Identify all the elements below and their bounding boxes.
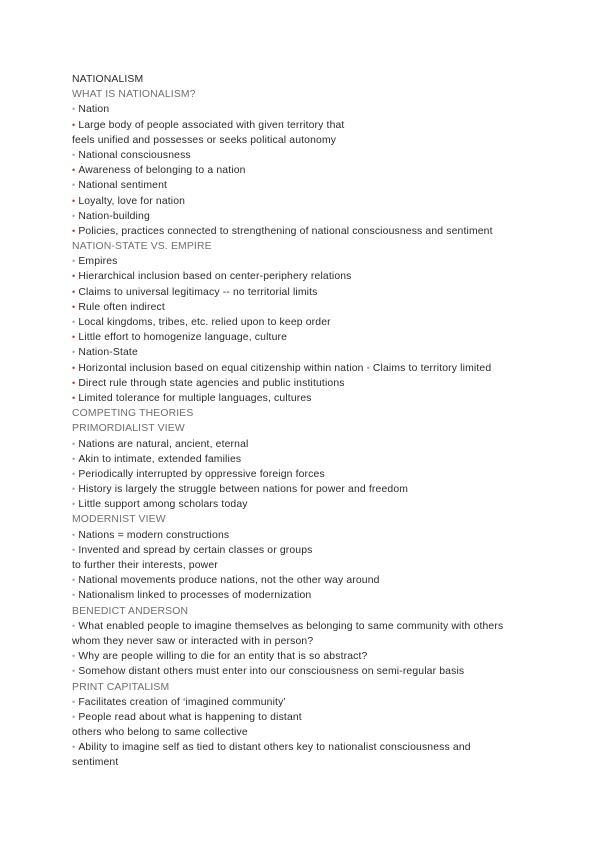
bullet-icon: • <box>72 165 76 176</box>
bullet-item <box>72 194 542 209</box>
bullet-icon: • <box>72 711 76 722</box>
bullet-icon: • <box>72 332 76 343</box>
bullet-icon: • <box>72 499 76 510</box>
section-heading: WHAT IS NATIONALISM? <box>72 89 196 101</box>
bullet-icon: • <box>72 468 76 479</box>
bullet-text: Empires <box>78 256 118 268</box>
bullet-text: History is largely the struggle between nations for power and freedom <box>78 484 409 496</box>
bullet-text: Nations are natural, ancient, eternal <box>78 438 249 450</box>
bullet-item <box>72 740 542 755</box>
bullet-icon: • <box>72 377 76 388</box>
bullet-icon: • <box>72 256 76 267</box>
bullet-icon: • <box>72 301 76 312</box>
bullet-icon: • <box>72 651 76 662</box>
bullet-text: Local kingdoms, tribes, etc. relied upon to keep order <box>78 317 331 328</box>
section-heading: BENEDICT ANDERSON <box>72 605 189 617</box>
bullet-icon: • <box>72 438 76 449</box>
section-heading: MODERNIST VIEW <box>72 514 166 526</box>
bullet-item <box>72 209 542 224</box>
bullet-text: Akin to intimate, extended families <box>78 453 242 465</box>
bullet-item <box>72 345 542 360</box>
bullet-icon: • <box>366 362 370 373</box>
bullet-item <box>72 573 542 588</box>
bullet-text: Large body of people associated with given territory that <box>78 119 345 131</box>
bullet-text: Loyalty, love for nation <box>78 195 186 207</box>
bullet-text: Why are people willing to die for an entity that is so abstract? <box>78 651 368 663</box>
bullet-item <box>72 528 542 543</box>
continuation-line: whom they never saw or interacted with in person? <box>72 635 314 647</box>
bullet-text: National movements produce nations, not the other way around <box>78 575 380 587</box>
continuation-line: sentiment <box>72 757 119 769</box>
bullet-text: Somehow distant others must enter into our consciousness on semi-regular basis <box>78 666 465 678</box>
bullet-text: National consciousness <box>78 149 191 161</box>
notes-body <box>72 87 542 770</box>
bullet-text: Ability to imagine self as tied to distant others key to nationalist consciousness and <box>78 742 471 754</box>
bullet-icon: • <box>72 362 76 373</box>
bullet-text: Little support among scholars today <box>78 499 248 511</box>
bullet-item <box>72 695 542 710</box>
bullet-text: Little effort to homogenize language, culture <box>78 332 288 344</box>
bullet-icon: • <box>72 575 76 586</box>
bullet-text: People read about what is happening to distant <box>78 711 302 723</box>
bullet-icon: • <box>72 696 76 707</box>
bullet-item <box>72 224 542 239</box>
bullet-text: Direct rule through state agencies and public institutions <box>78 377 345 389</box>
bullet-icon: • <box>72 317 76 327</box>
bullet-item <box>72 543 542 558</box>
bullet-icon: • <box>72 195 76 206</box>
bullet-icon: • <box>72 119 76 130</box>
bullet-text: Horizontal inclusion based on equal citizenship within nation <box>78 362 364 374</box>
bullet-item <box>72 269 542 284</box>
bullet-item <box>72 391 542 406</box>
bullet-icon: • <box>72 104 76 115</box>
bullet-text: Claims to territory limited <box>372 362 492 374</box>
section-heading: COMPETING THEORIES <box>72 408 194 420</box>
bullet-item <box>72 254 542 269</box>
bullet-text: Awareness of belonging to a nation <box>78 165 246 177</box>
bullet-item <box>72 467 542 482</box>
bullet-icon: • <box>72 666 76 677</box>
bullet-item <box>72 588 542 603</box>
bullet-text: Facilitates creation of ‘imagined community’ <box>78 696 286 708</box>
bullet-icon: • <box>72 392 76 403</box>
bullet-icon: • <box>72 590 76 601</box>
bullet-icon: • <box>72 180 76 191</box>
bullet-item <box>72 361 542 376</box>
bullet-text: What enabled people to imagine themselves as belonging to same community with others <box>78 620 504 632</box>
bullet-icon: • <box>72 453 76 464</box>
bullet-item <box>72 376 542 391</box>
bullet-item <box>72 315 542 330</box>
bullet-icon: • <box>72 742 76 753</box>
document-title: NATIONALISM <box>72 74 144 85</box>
bullet-icon: • <box>72 271 76 282</box>
bullet-text: Policies, practices connected to strengthening of national consciousness and sentiment <box>78 225 493 237</box>
section-heading: PRINT CAPITALISM <box>72 681 170 693</box>
continuation-line: to further their interests, power <box>72 560 218 571</box>
bullet-icon: • <box>72 286 76 297</box>
document-page <box>72 72 542 771</box>
bullet-icon: • <box>72 225 76 236</box>
continuation-line: feels unified and possesses or seeks political autonomy <box>72 134 337 146</box>
bullet-item <box>72 163 542 178</box>
bullet-item <box>72 102 542 117</box>
bullet-item <box>72 285 542 300</box>
bullet-item <box>72 300 542 315</box>
bullet-icon: • <box>72 544 76 555</box>
section-heading: NATION-STATE VS. EMPIRE <box>72 241 212 253</box>
bullet-text: Rule often indirect <box>78 301 165 313</box>
bullet-icon: • <box>72 484 76 495</box>
bullet-text: Claims to universal legitimacy -- no territorial limits <box>78 286 318 298</box>
bullet-item <box>72 330 542 345</box>
bullet-item <box>72 118 542 133</box>
bullet-icon: • <box>72 620 76 631</box>
bullet-text: Nations = modern constructions <box>78 529 230 541</box>
bullet-text: Nation-building <box>78 210 150 222</box>
bullet-item <box>72 497 542 512</box>
bullet-icon: • <box>72 149 76 160</box>
continuation-line: others who belong to same collective <box>72 727 248 739</box>
bullet-item <box>72 437 542 452</box>
bullet-icon: • <box>72 529 76 540</box>
bullet-text: Nation <box>78 104 110 116</box>
bullet-item <box>72 710 542 725</box>
bullet-item <box>72 649 542 664</box>
bullet-icon: • <box>72 347 76 358</box>
bullet-text: National sentiment <box>78 180 168 192</box>
bullet-text: Hierarchical inclusion based on center-periphery relations <box>78 271 352 283</box>
bullet-item <box>72 148 542 163</box>
bullet-text: Nation-State <box>78 347 138 359</box>
section-heading: PRIMORDIALIST VIEW <box>72 423 185 435</box>
bullet-text: Nationalism linked to processes of modernization <box>78 590 312 602</box>
bullet-item <box>72 178 542 193</box>
bullet-text: Periodically interrupted by oppressive foreign forces <box>78 468 325 480</box>
bullet-icon: • <box>72 210 76 221</box>
bullet-text: Limited tolerance for multiple languages, cultures <box>78 392 312 404</box>
bullet-item <box>72 482 542 497</box>
bullet-item <box>72 619 542 634</box>
bullet-item <box>72 452 542 467</box>
bullet-text: Invented and spread by certain classes or groups <box>78 544 313 556</box>
bullet-item <box>72 664 542 679</box>
